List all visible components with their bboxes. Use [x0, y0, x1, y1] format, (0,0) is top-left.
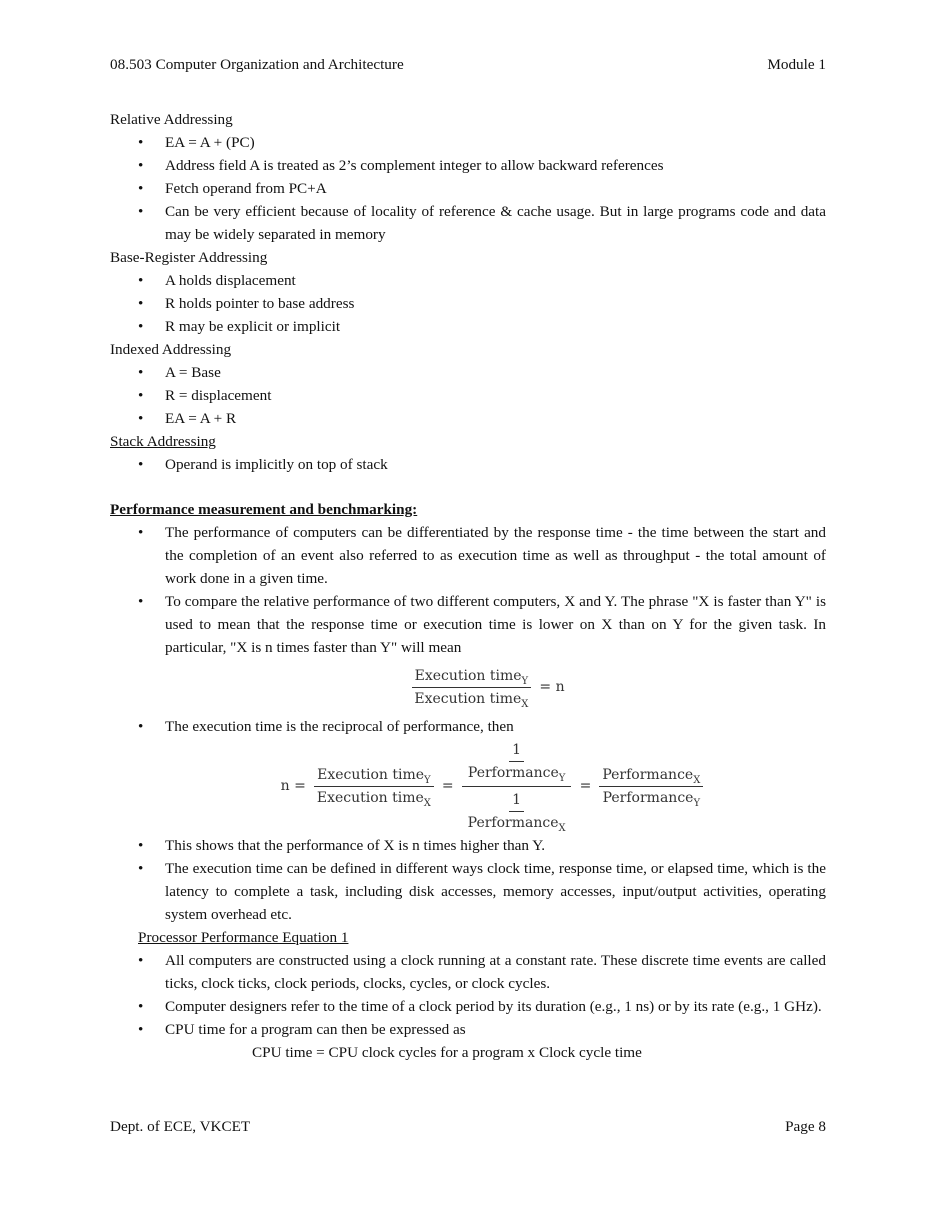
list-item: • This shows that the performance of X is n times higher than Y.	[110, 834, 826, 857]
list-item: • The execution time can be defined in different ways clock time, response time, or elapsed time, which is the latency to complete a task, including disk accesses, memory accesses, input/output activities, operating system overhead etc.	[110, 857, 826, 926]
list-item: • EA = A + R	[110, 407, 826, 430]
equation-reciprocal-performance: n = $\frac{Execution time_Y}{Execution time_X}$ = $\frac{\frac{1}{Performance_Y}}{\frac{1}{Performance_X}}$ = $\frac{Performance_X}{Performance_Y}$	[150, 738, 826, 834]
cpu-time-equation: CPU time = CPU clock cycles for a program x Clock cycle time	[252, 1044, 642, 1061]
page-content	[110, 108, 826, 1064]
indexed-addressing-heading: Indexed Addressing	[110, 341, 232, 358]
page-header	[110, 53, 826, 76]
indexed-addressing-list	[110, 361, 826, 430]
performance-list	[110, 521, 826, 659]
processor-performance-list	[110, 949, 826, 1041]
list-item: • To compare the relative performance of two different computers, X and Y. The phrase "X is faster than Y" is used to mean that the response time or execution time is lower on X than on Y for the given task. In particular, "X is n times faster than Y" will mean	[110, 590, 826, 659]
list-item: • Computer designers refer to the time of a clock period by its duration (e.g., 1 ns) or by its rate (e.g., 1 GHz).	[110, 995, 826, 1018]
list-item: • Operand is implicitly on top of stack	[110, 453, 826, 476]
base-register-list	[110, 269, 826, 338]
relative-addressing-heading: Relative Addressing	[110, 111, 233, 128]
list-item: • CPU time for a program can then be expressed as	[110, 1018, 826, 1041]
list-item: • Can be very efficient because of locality of reference & cache usage. But in large programs code and data may be widely separated in memory	[110, 200, 826, 246]
list-item: • EA = A + (PC)	[110, 131, 826, 154]
page-footer	[110, 1115, 826, 1138]
base-register-heading: Base-Register Addressing	[110, 249, 268, 266]
list-item: • The performance of computers can be differentiated by the response time - the time between the start and the completion of an event also referred to as execution time as well as throughput - the total amount of work done in a given time.	[110, 521, 826, 590]
relative-addressing-list	[110, 131, 826, 246]
stack-addressing-heading: Stack Addressing	[110, 433, 216, 450]
equation-speedup: $\frac{Execution time_Y}{Execution time_X}$ = n	[110, 659, 826, 715]
list-item: • The execution time is the reciprocal of performance, then	[110, 715, 826, 738]
list-item: • A holds displacement	[110, 269, 826, 292]
processor-performance-heading: Processor Performance Equation 1	[138, 929, 349, 946]
list-item: • Address field A is treated as 2’s complement integer to allow backward references	[110, 154, 826, 177]
header-course-title: 08.503 Computer Organization and Architecture	[110, 56, 404, 73]
footer-page-number: Page 8	[785, 1118, 826, 1135]
list-item: • All computers are constructed using a clock running at a constant rate. These discrete time events are called ticks, clock ticks, clock periods, clocks, cycles, or clock cycles.	[110, 949, 826, 995]
footer-department: Dept. of ECE, VKCET	[110, 1118, 251, 1135]
list-item: • A = Base	[110, 361, 826, 384]
stack-addressing-list	[110, 453, 826, 476]
list-item: • R = displacement	[110, 384, 826, 407]
list-item: • R may be explicit or implicit	[110, 315, 826, 338]
document-page	[110, 0, 826, 1210]
header-module: Module 1	[767, 56, 826, 73]
performance-heading: Performance measurement and benchmarking:	[110, 501, 418, 518]
list-item: • Fetch operand from PC+A	[110, 177, 826, 200]
list-item: • R holds pointer to base address	[110, 292, 826, 315]
